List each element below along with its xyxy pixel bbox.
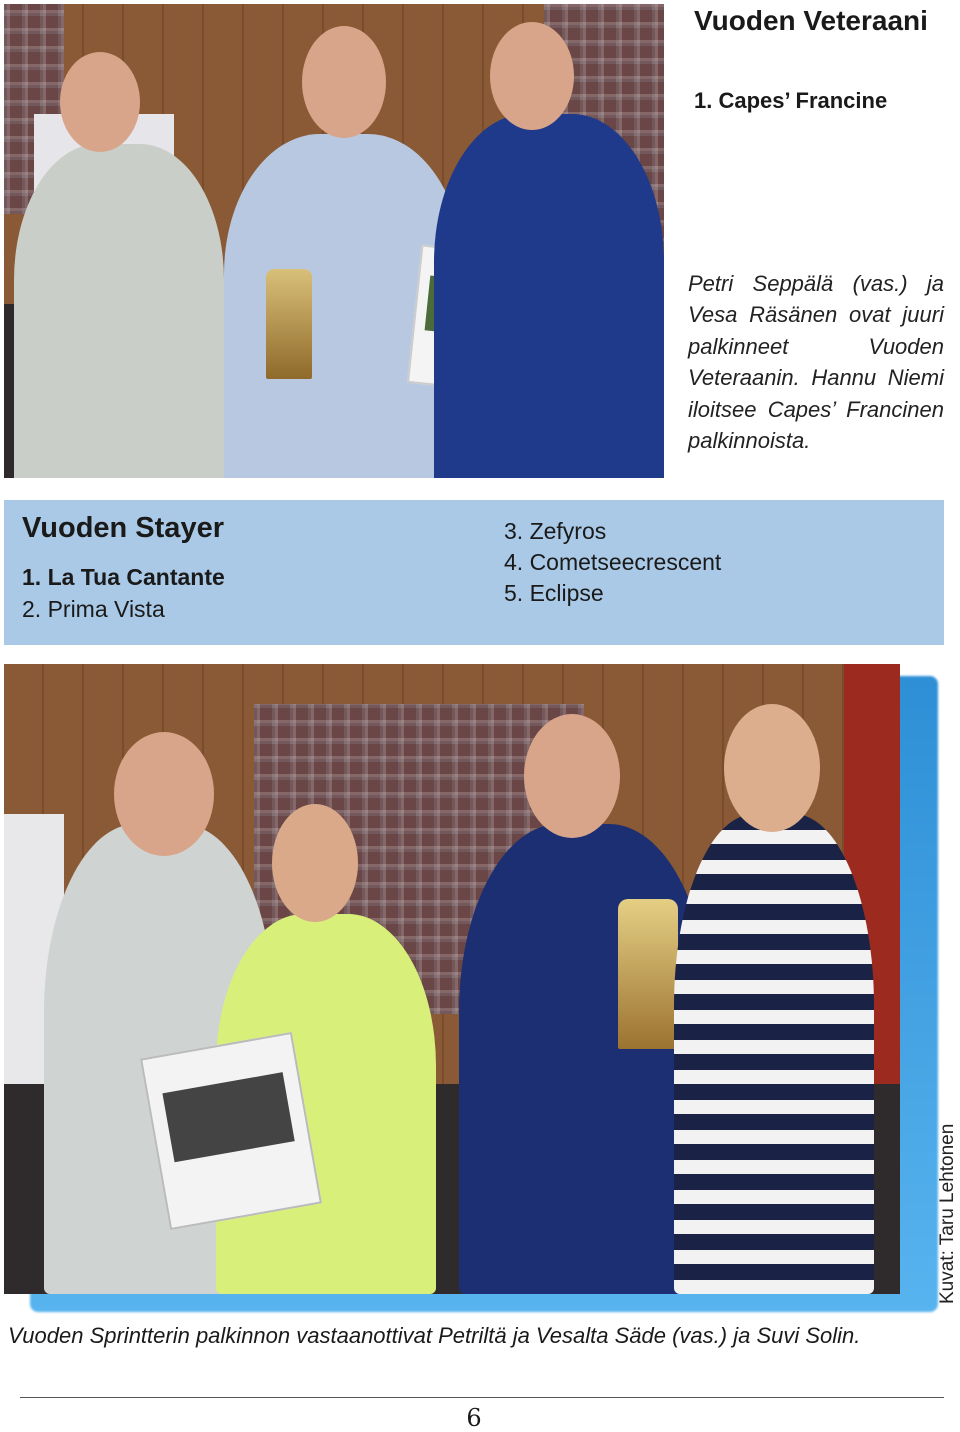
photo-credit: Kuvat: Taru Lehtonen (937, 1123, 958, 1304)
veteraani-title: Vuoden Veteraani (694, 5, 928, 36)
page-number: 6 (466, 1404, 482, 1432)
stayer-item: 1. La Tua Cantante (22, 564, 225, 590)
trophy (618, 899, 678, 1049)
stayer-item: 3. Zefyros (504, 518, 607, 544)
veteraani-winner: 1. Capes’ Francine (694, 88, 888, 113)
girl-right (674, 814, 874, 1294)
person-right (459, 824, 709, 1294)
stayer-list-right (504, 516, 721, 609)
person-right-head (490, 22, 574, 130)
veteraani-caption: Petri Seppälä (vas.) ja Vesa Räsänen ovat juuri palkinneet Vuoden Veteraanin. Hannu Niemi iloitsee Capes’ Francinen palkinnoista. (688, 271, 944, 454)
stayer-title: Vuoden Stayer (22, 512, 224, 544)
diploma (140, 1032, 322, 1230)
trophy (266, 269, 312, 379)
person-right-head (524, 714, 620, 838)
stayer-item: 2. Prima Vista (22, 596, 165, 622)
girl-right-head (724, 704, 820, 832)
girl-left-head (272, 804, 358, 922)
sprintteri-caption: Vuoden Sprintterin palkinnon vastaanottivat Petriltä ja Vesalta Säde (vas.) ja Suvi Solin. (8, 1323, 861, 1348)
stayer-item: 4. Cometseecrescent (504, 549, 722, 575)
stayer-item: 5. Eclipse (504, 580, 604, 606)
photo-sprintteri (4, 664, 900, 1294)
photo-veteraani (4, 4, 664, 478)
person-left-head (114, 732, 214, 856)
footer-rule (20, 1397, 944, 1398)
person-right (434, 114, 664, 478)
person-middle-head (302, 26, 386, 138)
person-left (14, 144, 224, 478)
person-left-head (60, 52, 140, 152)
